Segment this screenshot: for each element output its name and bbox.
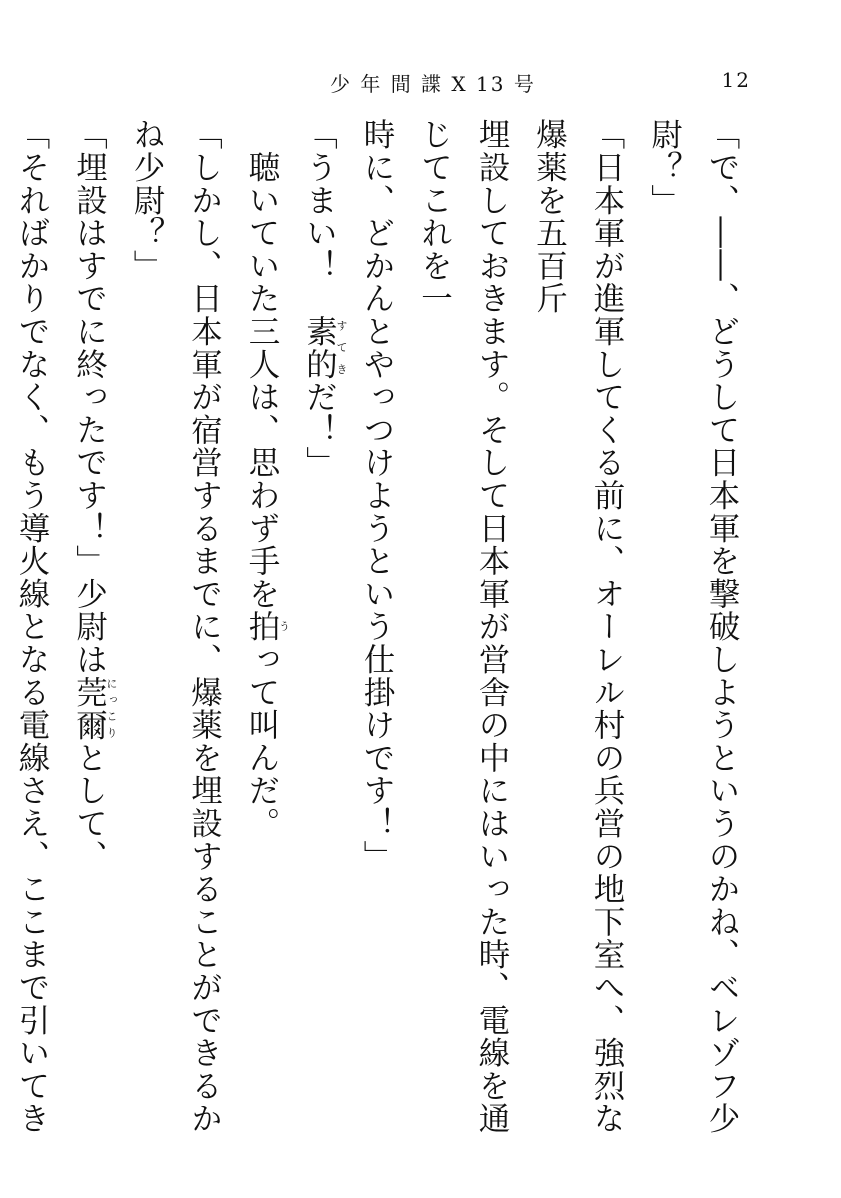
ruby-reading: う [277,610,291,643]
text-line [60,118,118,1148]
ruby-word [244,610,291,643]
ruby-base: 莞爾 [71,675,108,742]
ruby-base: 素的 [301,314,338,381]
ruby-base: 拍 [244,610,280,643]
vertical-text-body [14,118,750,1148]
text-segment: 「埋設はすでに終ったです！」少尉は [71,118,108,676]
text-line: 埋設しておきます。そして日本軍が営舎の中にはいった時、電線を通じてこれを一 [416,118,510,1135]
text-segment: 「うまい！ [301,118,338,315]
text-line: 「しかし、日本軍が宿営するまでに、爆薬を埋設することができるかね少尉？」 [129,118,223,1135]
text-line: 「日本軍が進軍してくる前に、オーレル村の兵営の地下室へ、強烈な爆薬を五百斤 [531,118,625,1135]
ruby-reading: にっこり [105,675,118,742]
text-line: 「で、――、どうして日本軍を撃破しようというのかね、ベレゾフ少尉？」 [646,118,740,1135]
running-title: 少 年 間 諜 X 13 号 [330,72,536,96]
text-line: 「そればかりでなく、もう導火線となる電線さえ、ここまで引いてき [14,118,50,1135]
ruby-word [71,675,118,742]
ruby-reading: すてき [335,314,348,381]
text-segment: 聴いていた三人は、思わず手を [244,118,280,610]
text-line [233,118,291,1148]
text-line [290,118,348,1148]
text-segment: として、 [71,741,108,873]
text-line: 時に、どかんとやっつけようという仕掛けです！」 [359,118,395,873]
text-segment: って叫んだ。 [244,642,280,840]
ruby-word [301,314,348,381]
page-number: 12 [721,68,751,92]
text-segment: だ！」 [301,380,338,479]
